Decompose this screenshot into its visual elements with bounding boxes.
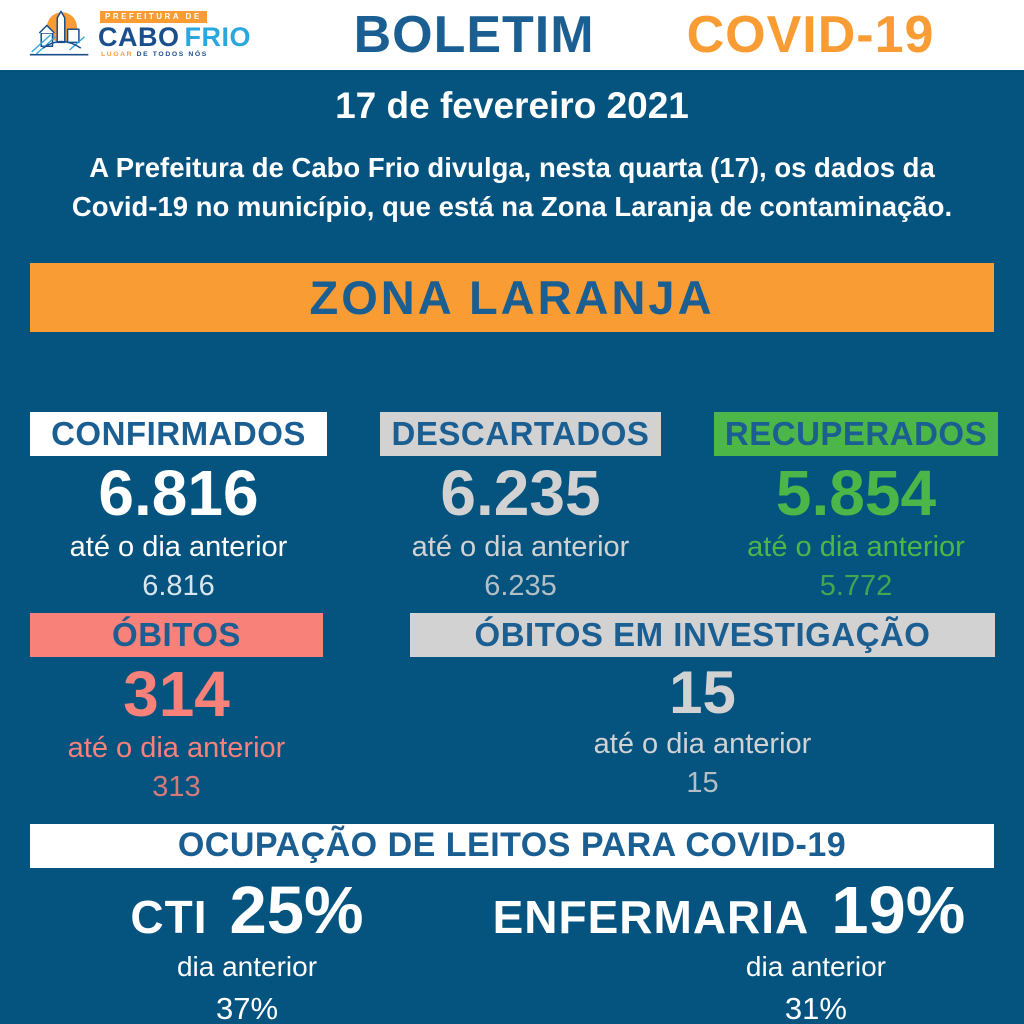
- occupancy-enfermaria: [464, 872, 994, 1024]
- card-obitos-caption: até o dia anterior: [67, 731, 286, 764]
- occupancy-stats: [0, 872, 1024, 1024]
- card-confirmados-value: 6.816: [98, 457, 259, 530]
- occupancy-cti-caption: dia anterior: [176, 950, 318, 982]
- occupancy-enfermaria-previous: 31%: [784, 990, 847, 1024]
- intro-line-1: A Prefeitura de Cabo Frio divulga, nesta quarta (17), os dados da: [89, 152, 935, 183]
- occupancy-cti: [30, 872, 464, 1024]
- cabo-frio-crest-icon: [28, 4, 94, 67]
- intro-line-2: Covid-19 no município, que está na Zona Laranja de contaminação.: [71, 191, 953, 223]
- card-obitos-investigacao: [410, 613, 995, 804]
- occupancy-banner-title: OCUPAÇÃO DE LEITOS PARA COVID-19: [177, 826, 847, 865]
- card-descartados-value: 6.235: [440, 457, 601, 530]
- occupancy-enfermaria-sub: [746, 949, 886, 1024]
- card-obitos-investigacao-previous: 15: [686, 766, 719, 799]
- bulletin-date: 17 de fevereiro 2021: [335, 85, 689, 126]
- bulletin-title: [292, 5, 996, 65]
- occupancy-cti-value: 25%: [229, 872, 364, 948]
- card-recuperados-previous: 5.772: [819, 569, 893, 602]
- card-obitos-investigacao-value: 15: [669, 658, 736, 726]
- card-confirmados-label: CONFIRMADOS: [30, 412, 327, 456]
- logo-name: CABO FRIO: [98, 22, 251, 53]
- intro-paragraph: [0, 148, 1024, 226]
- zone-banner: [30, 263, 994, 332]
- card-obitos-value: 314: [123, 657, 230, 730]
- logo-ribbon: PREFEITURA DE: [100, 11, 207, 23]
- stats-row-2: [30, 613, 995, 804]
- header-bar: [0, 0, 1024, 70]
- card-recuperados: [714, 412, 998, 603]
- cabo-frio-logo: [28, 4, 292, 67]
- title-covid19: COVID-19: [686, 6, 935, 64]
- title-boletim: BOLETIM: [353, 6, 595, 64]
- card-confirmados-previous: 6.816: [142, 569, 215, 602]
- card-descartados: [380, 412, 661, 603]
- card-recuperados-caption: até o dia anterior: [747, 530, 965, 563]
- card-recuperados-label: RECUPERADOS: [714, 412, 998, 456]
- occupancy-enfermaria-label: ENFERMARIA: [492, 890, 810, 943]
- occupancy-enfermaria-main: [493, 872, 966, 949]
- logo-tagline: LUGAR DE TODOS NÓS: [101, 51, 208, 59]
- card-descartados-label: DESCARTADOS: [380, 412, 661, 456]
- card-confirmados-caption: até o dia anterior: [69, 530, 288, 563]
- occupancy-cti-main: [130, 872, 363, 949]
- card-recuperados-value: 5.854: [775, 457, 937, 530]
- occupancy-cti-sub: [177, 949, 317, 1024]
- card-confirmados: [30, 412, 327, 603]
- card-obitos-investigacao-caption: até o dia anterior: [593, 727, 812, 760]
- occupancy-banner: [30, 824, 994, 868]
- zone-banner-label: ZONA LARANJA: [309, 271, 715, 325]
- occupancy-cti-label: CTI: [130, 890, 208, 943]
- logo-text: [98, 11, 251, 59]
- stats-row-1: [30, 412, 998, 603]
- card-descartados-caption: até o dia anterior: [411, 530, 630, 563]
- occupancy-cti-previous: 37%: [215, 990, 279, 1024]
- card-obitos-previous: 313: [152, 770, 201, 803]
- card-descartados-previous: 6.235: [484, 569, 557, 602]
- card-obitos-label: ÓBITOS: [30, 613, 323, 657]
- occupancy-enfermaria-value: 19%: [831, 872, 966, 948]
- card-obitos-investigacao-label: ÓBITOS EM INVESTIGAÇÃO: [410, 613, 995, 657]
- occupancy-enfermaria-caption: dia anterior: [745, 950, 886, 982]
- card-obitos: [30, 613, 323, 804]
